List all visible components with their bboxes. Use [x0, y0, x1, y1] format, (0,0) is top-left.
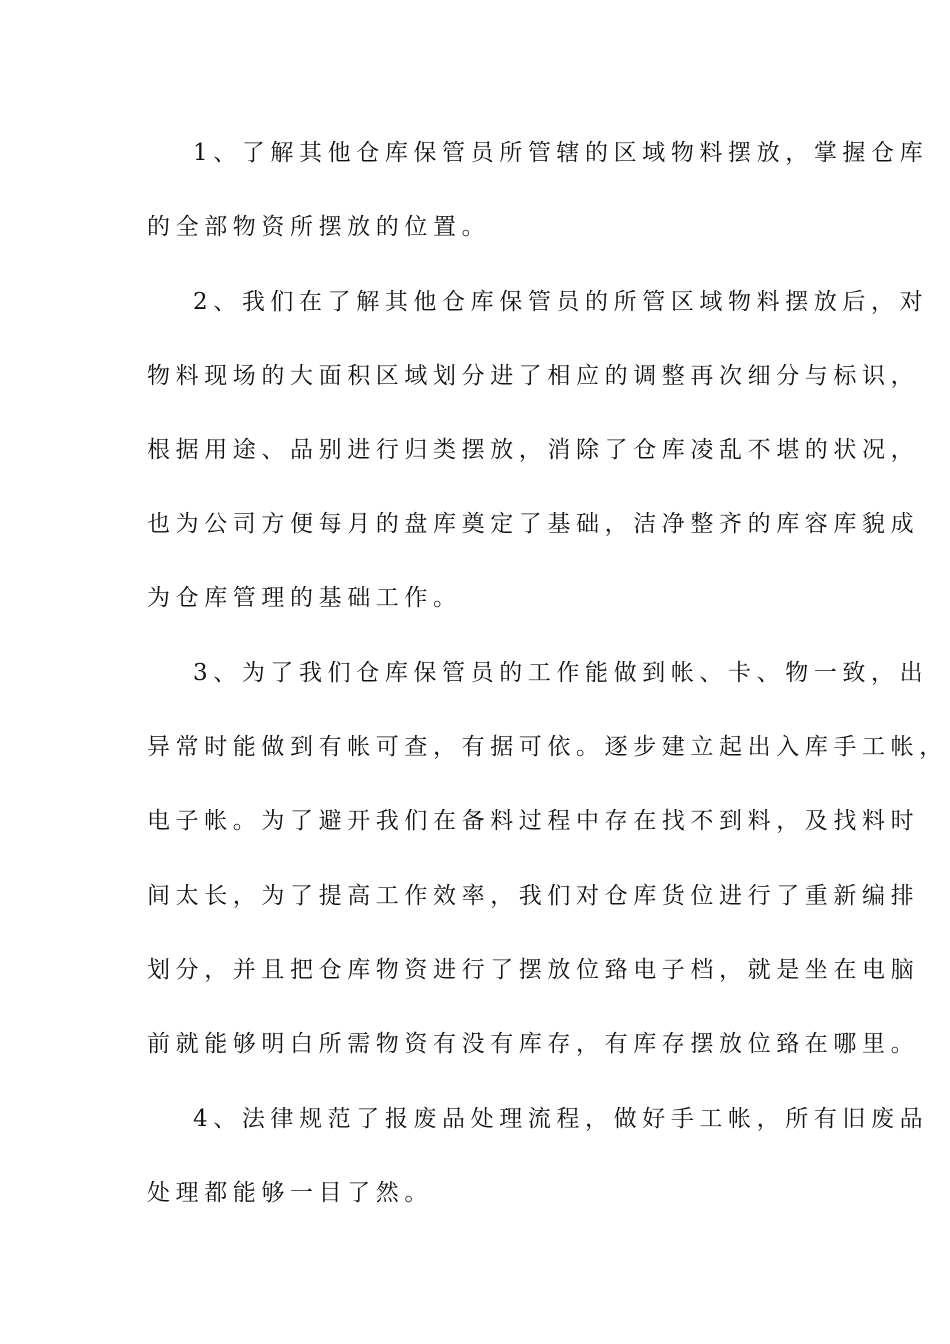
paragraph-3-line-6: 前就能够明白所需物资有没有库存，有库存摆放位臵在哪里。	[147, 1031, 920, 1057]
paragraph-1-line-2: 的全部物资所摆放的位置。	[147, 214, 491, 240]
paragraph-2-line-1: 2、我们在了解其他仓库保管员的所管区域物料摆放后，对	[193, 289, 929, 315]
paragraph-2-line-3: 根据用途、品别进行归类摆放，消除了仓库凌乱不堪的状况，	[147, 437, 920, 463]
paragraph-4-line-1: 4、法律规范了报废品处理流程，做好手工帐，所有旧废品	[193, 1106, 929, 1132]
paragraph-2-line-4: 也为公司方便每月的盘库奠定了基础，洁净整齐的库容库貌成	[147, 511, 920, 537]
paragraph-1-line-1: 1、了解其他仓库保管员所管辖的区域物料摆放，掌握仓库	[193, 140, 929, 166]
paragraph-3-line-3: 电子帐。为了避开我们在备料过程中存在找不到料，及找料时	[147, 808, 920, 834]
paragraph-3-line-5: 划分，并且把仓库物资进行了摆放位臵电子档，就是坐在电脑	[147, 957, 920, 983]
paragraph-3-line-2: 异常时能做到有帐可查，有据可依。逐步建立起出入库手工帐，	[147, 734, 948, 760]
paragraph-3-line-1: 3、为了我们仓库保管员的工作能做到帐、卡、物一致，出	[193, 660, 929, 686]
paragraph-4-line-2: 处理都能够一目了然。	[147, 1180, 433, 1206]
paragraph-2-line-2: 物料现场的大面积区域划分进了相应的调整再次细分与标识，	[147, 363, 920, 389]
paragraph-2-line-5: 为仓库管理的基础工作。	[147, 585, 462, 611]
paragraph-3-line-4: 间太长，为了提高工作效率，我们对仓库货位进行了重新编排	[147, 883, 920, 909]
